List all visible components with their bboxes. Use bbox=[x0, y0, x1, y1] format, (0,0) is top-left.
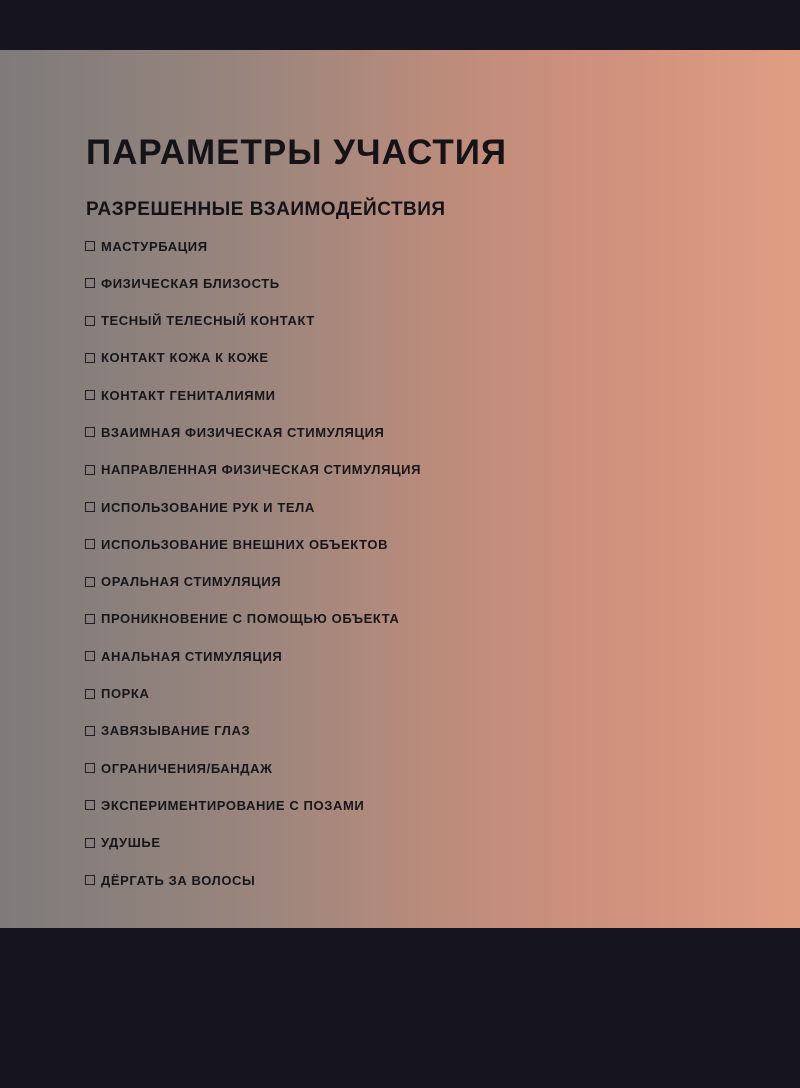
checkbox-icon[interactable] bbox=[85, 316, 95, 326]
checklist-item-label: ИСПОЛЬЗОВАНИЕ ВНЕШНИХ ОБЪЕКТОВ bbox=[101, 536, 389, 552]
checklist-item-skin-contact[interactable] bbox=[85, 348, 421, 368]
checkbox-icon[interactable] bbox=[85, 278, 95, 288]
checklist-item-label: ФИЗИЧЕСКАЯ БЛИЗОСТЬ bbox=[101, 275, 280, 291]
checklist-item-hands-and-body[interactable] bbox=[85, 497, 421, 517]
checkbox-icon[interactable] bbox=[85, 577, 95, 587]
checkbox-icon[interactable] bbox=[85, 390, 95, 400]
checklist-item-label: КОНТАКТ ГЕНИТАЛИЯМИ bbox=[101, 387, 276, 403]
document-panel bbox=[0, 50, 800, 928]
interactions-checklist bbox=[85, 236, 421, 907]
section-title: РАЗРЕШЕННЫЕ ВЗАИМОДЕЙСТВИЯ bbox=[86, 199, 446, 220]
checklist-item-close-body-contact[interactable] bbox=[85, 311, 421, 331]
checkbox-icon[interactable] bbox=[85, 614, 95, 624]
checklist-item-genital-contact[interactable] bbox=[85, 385, 421, 405]
checkbox-icon[interactable] bbox=[85, 427, 95, 437]
checkbox-icon[interactable] bbox=[85, 726, 95, 736]
checklist-item-directed-stimulation[interactable] bbox=[85, 460, 421, 480]
checklist-item-label: ЭКСПЕРИМЕНТИРОВАНИЕ С ПОЗАМИ bbox=[101, 797, 365, 813]
checklist-item-anal-stimulation[interactable] bbox=[85, 646, 421, 666]
checklist-item-physical-intimacy[interactable] bbox=[85, 273, 421, 293]
checklist-item-spanking[interactable] bbox=[85, 684, 421, 704]
checklist-item-positions[interactable] bbox=[85, 795, 421, 815]
checkbox-icon[interactable] bbox=[85, 875, 95, 885]
checkbox-icon[interactable] bbox=[85, 353, 95, 363]
checklist-item-masturbation[interactable] bbox=[85, 236, 421, 256]
checklist-item-label: АНАЛЬНАЯ СТИМУЛЯЦИЯ bbox=[101, 648, 283, 664]
checklist-item-choking[interactable] bbox=[85, 833, 421, 853]
checklist-item-label: ОГРАНИЧЕНИЯ/БАНДАЖ bbox=[101, 760, 273, 776]
checklist-item-label: КОНТАКТ КОЖА К КОЖЕ bbox=[101, 350, 269, 366]
checkbox-icon[interactable] bbox=[85, 539, 95, 549]
checklist-item-label: ПОРКА bbox=[101, 686, 150, 702]
checklist-item-label: ОРАЛЬНАЯ СТИМУЛЯЦИЯ bbox=[101, 574, 282, 590]
checkbox-icon[interactable] bbox=[85, 241, 95, 251]
checklist-item-label: НАПРАВЛЕННАЯ ФИЗИЧЕСКАЯ СТИМУЛЯЦИЯ bbox=[101, 462, 422, 478]
checkbox-icon[interactable] bbox=[85, 651, 95, 661]
checkbox-icon[interactable] bbox=[85, 689, 95, 699]
checklist-item-label: УДУШЬЕ bbox=[101, 835, 161, 851]
checklist-item-label: ТЕСНЫЙ ТЕЛЕСНЫЙ КОНТАКТ bbox=[101, 313, 315, 329]
checklist-item-blindfolding[interactable] bbox=[85, 721, 421, 741]
checkbox-icon[interactable] bbox=[85, 502, 95, 512]
checklist-item-restraints[interactable] bbox=[85, 758, 421, 778]
checklist-item-hair-pulling[interactable] bbox=[85, 870, 421, 890]
checklist-item-label: МАСТУРБАЦИЯ bbox=[101, 238, 208, 254]
checklist-item-external-objects[interactable] bbox=[85, 534, 421, 554]
checklist-item-mutual-stimulation[interactable] bbox=[85, 422, 421, 442]
checklist-item-label: ИСПОЛЬЗОВАНИЕ РУК И ТЕЛА bbox=[101, 499, 315, 515]
checklist-item-label: ДЁРГАТЬ ЗА ВОЛОСЫ bbox=[101, 872, 256, 888]
checklist-item-label: ЗАВЯЗЫВАНИЕ ГЛАЗ bbox=[101, 723, 251, 739]
checkbox-icon[interactable] bbox=[85, 465, 95, 475]
checklist-item-oral-stimulation[interactable] bbox=[85, 572, 421, 592]
checklist-item-label: ПРОНИКНОВЕНИЕ С ПОМОЩЬЮ ОБЪЕКТА bbox=[101, 611, 400, 627]
checklist-item-label: ВЗАИМНАЯ ФИЗИЧЕСКАЯ СТИМУЛЯЦИЯ bbox=[101, 424, 385, 440]
checklist-item-object-penetration[interactable] bbox=[85, 609, 421, 629]
checkbox-icon[interactable] bbox=[85, 838, 95, 848]
checkbox-icon[interactable] bbox=[85, 800, 95, 810]
checkbox-icon[interactable] bbox=[85, 763, 95, 773]
page-title: ПАРАМЕТРЫ УЧАСТИЯ bbox=[86, 133, 508, 172]
